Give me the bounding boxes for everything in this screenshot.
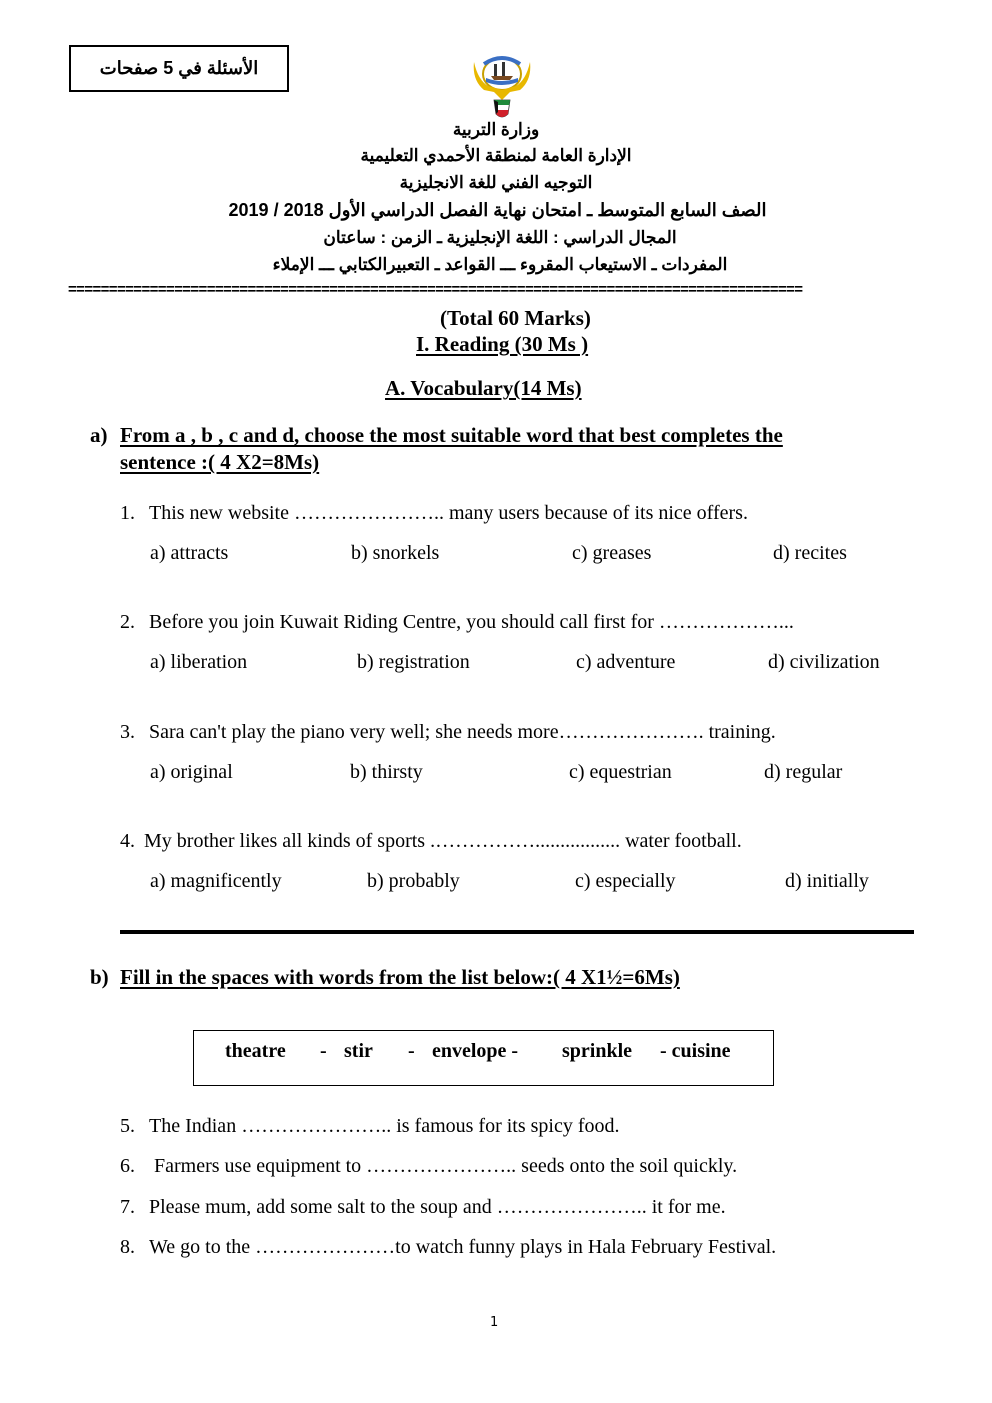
word-separator: -: [320, 1040, 327, 1062]
part-a-instruction-line1: From a , b , c and d, choose the most suitable word that best completes the: [120, 423, 783, 447]
option-b: b) snorkels: [351, 542, 440, 564]
option-c: c) adventure: [576, 651, 676, 673]
question-text: Please mum, add some salt to the soup and ………………….. it for me.: [149, 1196, 726, 1218]
exam-title: الصف السابع المتوسط ـ امتحان نهاية الفصل الدراسي الأول 2018 / 2019: [228, 200, 767, 220]
kuwait-emblem-icon: [466, 50, 538, 122]
question-text: We go to the …………………to watch funny plays in Hala February Festival.: [149, 1236, 777, 1258]
question-text: This new website ………………….. many users because of its nice offers.: [149, 502, 748, 524]
ministry-name: وزارة التربية: [452, 120, 540, 139]
word-separator: -: [408, 1040, 415, 1062]
option-c: c) greases: [572, 542, 652, 564]
option-d: d) recites: [773, 542, 847, 564]
option-b: b) thirsty: [350, 761, 423, 783]
question-text: Farmers use equipment to ………………….. seeds onto the soil quickly.: [149, 1155, 738, 1177]
option-d: d) civilization: [768, 651, 880, 673]
question-number: 2.: [120, 611, 135, 633]
department-name: التوجيه الفني للغة الانجليزية: [399, 173, 593, 192]
option-a: a) attracts: [150, 542, 229, 564]
section-title: I. Reading (30 Ms ): [416, 332, 589, 356]
question-text: My brother likes all kinds of sports .……………................. water football.: [144, 830, 742, 852]
option-b: b) probably: [367, 870, 460, 892]
option-d: d) initially: [785, 870, 869, 892]
total-marks: (Total 60 Marks): [440, 306, 591, 330]
question-number: 4.: [120, 830, 135, 852]
question-text: Sara can't play the piano very well; she needs more…………………. training.: [149, 721, 776, 743]
question-number: 3.: [120, 721, 135, 743]
word-cuisine: - cuisine: [660, 1040, 731, 1062]
word-theatre: theatre: [225, 1040, 286, 1062]
section-divider: [120, 930, 914, 934]
question-number: 5.: [120, 1115, 135, 1137]
part-a-instruction-line2: sentence :( 4 X2=8Ms): [120, 450, 320, 474]
question-text: Before you join Kuwait Riding Centre, you should call first for ………………...: [149, 611, 794, 633]
question-text: The Indian ………………….. is famous for its spicy food.: [149, 1115, 620, 1137]
part-b-instruction: Fill in the spaces with words from the list below:( 4 X1½=6Ms): [120, 965, 680, 989]
option-d: d) regular: [764, 761, 843, 783]
question-number: 8.: [120, 1236, 135, 1258]
word-sprinkle: sprinkle: [562, 1040, 633, 1062]
option-a: a) liberation: [150, 651, 248, 673]
part-a-label: a): [90, 423, 108, 447]
subsection-title: A. Vocabulary(14 Ms): [385, 376, 582, 400]
pages-count-box: [69, 45, 289, 92]
subject-and-time: المجال الدراسي : اللغة الإنجليزية ـ الزمن : ساعتان: [323, 228, 677, 247]
directorate-name: الإدارة العامة لمنطقة الأحمدي التعليمية: [360, 146, 632, 165]
question-number: 7.: [120, 1196, 135, 1218]
pages-count-text: الأسئلة في 5 صفحات: [99, 58, 259, 78]
option-a: a) magnificently: [150, 870, 282, 892]
page-number: 1: [490, 1315, 499, 1330]
option-b: b) registration: [357, 651, 470, 673]
skills-list: المفردات ـ الاستيعاب المقروء ـــ القواعد ـ التعبيرالكتابي ـــ الإملاء: [272, 255, 728, 274]
word-envelope: envelope -: [432, 1040, 519, 1062]
separator-line: ==========================================================================================: [68, 282, 803, 298]
option-a: a) original: [150, 761, 233, 783]
option-c: c) equestrian: [569, 761, 672, 783]
option-c: c) especially: [575, 870, 676, 892]
question-number: 6.: [120, 1155, 135, 1177]
part-b-label: b): [90, 965, 109, 989]
word-stir: stir: [344, 1040, 373, 1062]
question-number: 1.: [120, 502, 135, 524]
